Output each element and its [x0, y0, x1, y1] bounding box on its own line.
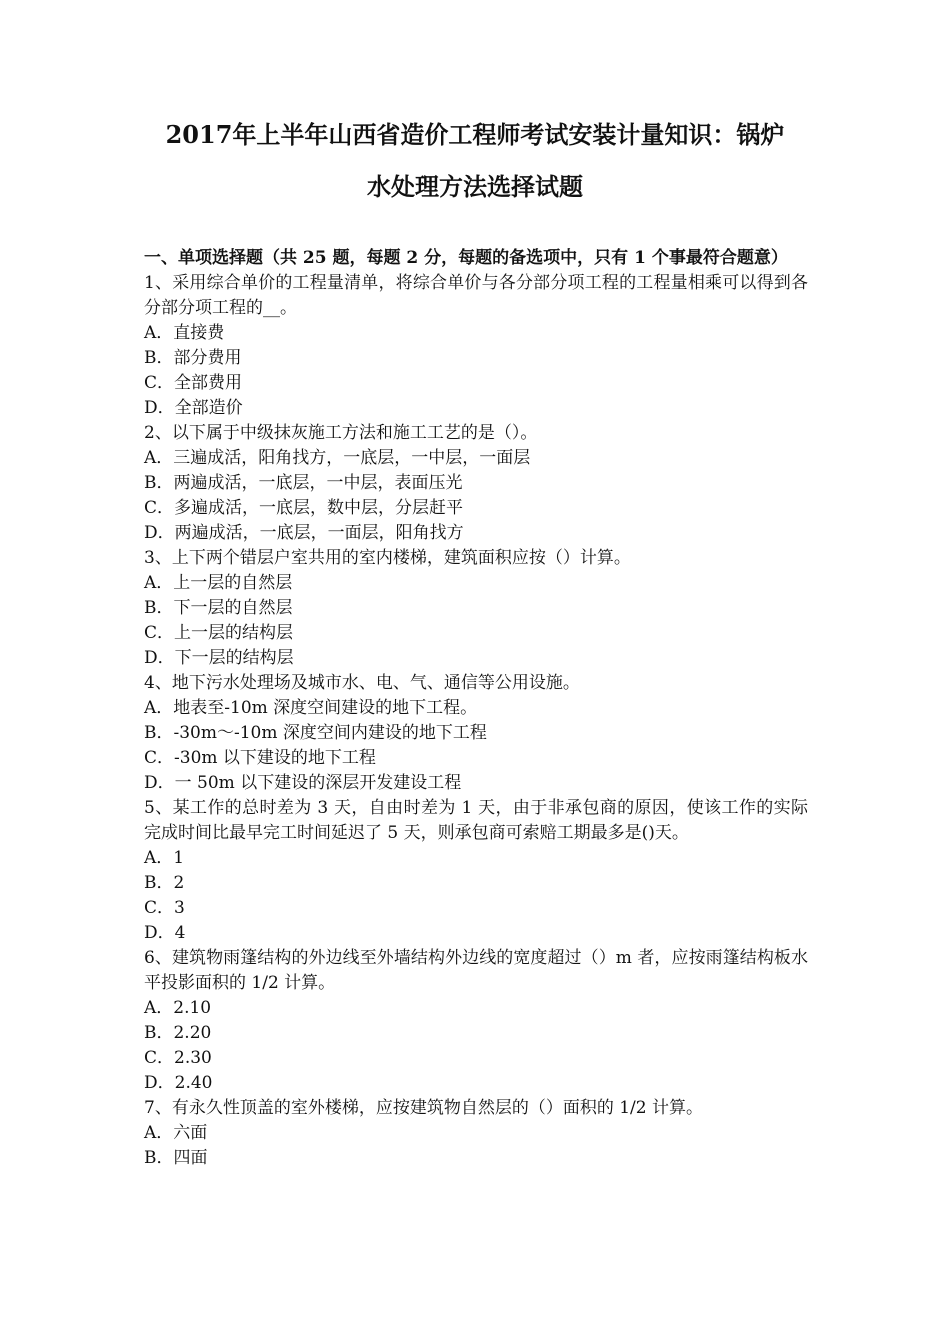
question-stem: 6、建筑物雨篷结构的外边线至外墙结构外边线的宽度超过（）m 者，应按雨篷结构板水平投影面积的 1/2 计算。 — [144, 948, 808, 993]
question-stem: 2、以下属于中级抹灰施工方法和施工工艺的是（）。 — [144, 423, 538, 443]
question-5 — [144, 796, 808, 946]
option-c: C．多遍成活，一底层，数中层，分层赶平 — [144, 498, 464, 518]
option-a: A．1 — [144, 848, 185, 868]
option-a: A．2.10 — [144, 998, 212, 1018]
option-d: D．两遍成活，一底层，一面层，阳角找方 — [144, 523, 464, 543]
question-stem: 5、某工作的总时差为 3 天，自由时差为 1 天，由于非承包商的原因，使该工作的实际完成时间比最早完工时间延迟了 5 天，则承包商可索赔工期最多是()天。 — [144, 798, 808, 843]
question-2 — [144, 421, 808, 546]
question-1 — [144, 271, 808, 421]
option-b: B．2 — [144, 873, 185, 893]
option-a: A．上一层的自然层 — [144, 573, 293, 593]
section-heading: 一、单项选择题（共 25 题，每题 2 分，每题的备选项中，只有 1 个事最符合题意） — [144, 248, 788, 268]
question-4 — [144, 671, 808, 796]
option-b: B．四面 — [144, 1148, 208, 1168]
option-b: B．部分费用 — [144, 348, 242, 368]
option-b: B．-30m～-10m 深度空间内建设的地下工程 — [144, 723, 487, 743]
option-c: C．全部费用 — [144, 373, 243, 393]
option-a: A．六面 — [144, 1123, 208, 1143]
question-stem: 3、上下两个错层户室共用的室内楼梯，建筑面积应按（）计算。 — [144, 548, 631, 568]
option-b: B．两遍成活，一底层，一中层，表面压光 — [144, 473, 463, 493]
option-d: D．一 50m 以下建设的深层开发建设工程 — [144, 773, 462, 793]
option-c: C．-30m 以下建设的地下工程 — [144, 748, 376, 768]
option-b: B．下一层的自然层 — [144, 598, 293, 618]
option-c: C．3 — [144, 898, 185, 918]
option-c: C．2.30 — [144, 1048, 212, 1068]
option-d: D．下一层的结构层 — [144, 648, 294, 668]
document-title-line-1: 2017年上半年山西省造价工程师考试安装计量知识：锅炉 — [165, 120, 785, 149]
question-7 — [144, 1096, 808, 1171]
option-a: A．三遍成活，阳角找方，一底层，一中层，一面层 — [144, 448, 531, 468]
document-body — [144, 246, 808, 1171]
option-d: D．4 — [144, 923, 186, 943]
option-c: C．上一层的结构层 — [144, 623, 294, 643]
question-3 — [144, 546, 808, 671]
question-stem: 4、地下污水处理场及城市水、电、气、通信等公用设施。 — [144, 673, 580, 693]
document-title-line-2: 水处理方法选择试题 — [367, 172, 583, 201]
question-stem: 7、有永久性顶盖的室外楼梯，应按建筑物自然层的（）面积的 1/2 计算。 — [144, 1098, 703, 1118]
option-b: B．2.20 — [144, 1023, 212, 1043]
option-a: A．地表至-10m 深度空间建设的地下工程。 — [144, 698, 478, 718]
question-stem: 1、采用综合单价的工程量清单，将综合单价与各分部分项工程的工程量相乘可以得到各分部分项工程的__。 — [144, 273, 808, 318]
option-a: A．直接费 — [144, 323, 225, 343]
question-6 — [144, 946, 808, 1096]
option-d: D．全部造价 — [144, 398, 243, 418]
option-d: D．2.40 — [144, 1073, 213, 1093]
